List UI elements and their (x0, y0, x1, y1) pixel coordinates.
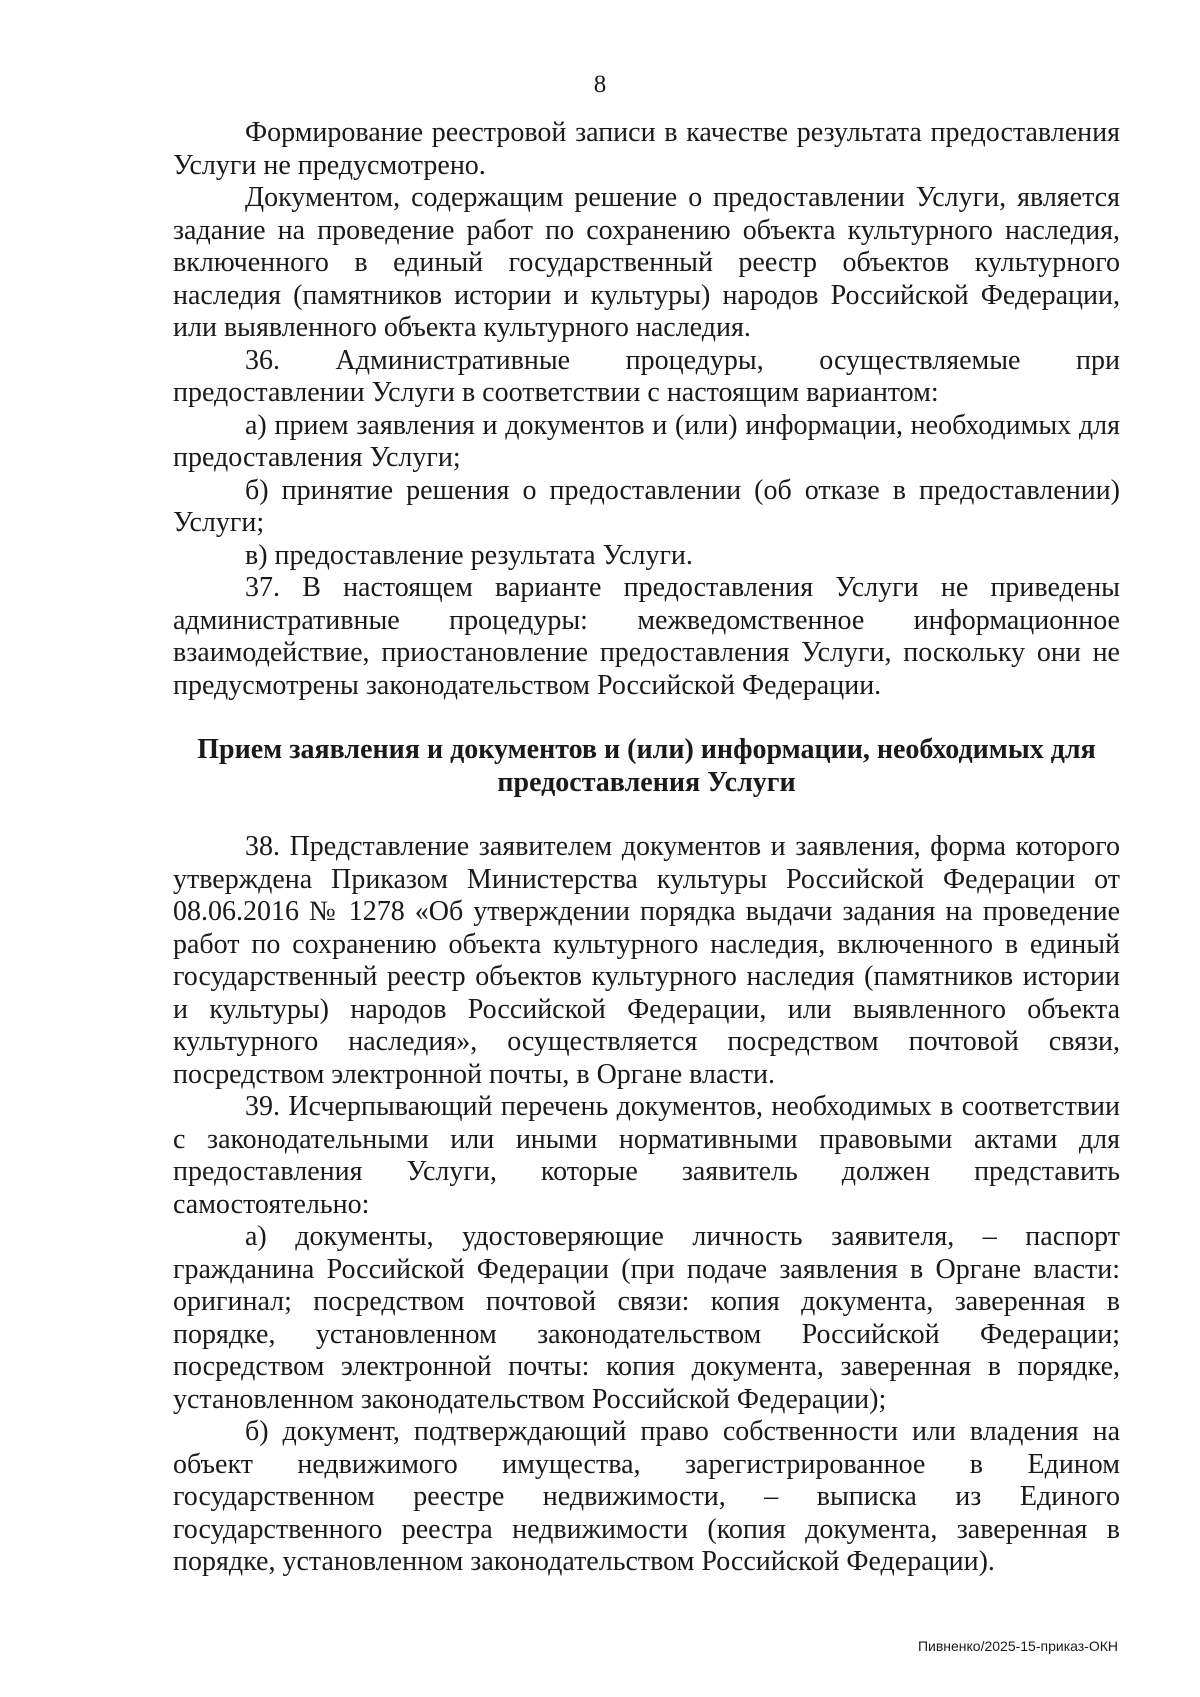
page-number: 8 (593, 71, 607, 98)
paragraph-item-39: 39. Исчерпывающий перечень документов, необходимых в соответствии с законодательными или иными нормативными правовыми актами для предоставления Услуги, которые заявитель должен представить самостоятельно: (173, 1091, 1120, 1220)
paragraph-item-38: 38. Представление заявителем документов и заявления, форма которого утверждена Приказом Министерства культуры Российской Федерации от 08.06.2016 № 1278 «Об утверждении порядка выдачи задания на проведение работ по сохранению объекта культурного наследия, включенного в единый государственный реестр объектов культурного наследия (памятников истории и культуры) народов Российской Федерации, или выявленного объекта культурного наследия», осуществляется посредством почтовой связи, посредством электронной почты, в Органе власти. (173, 831, 1120, 1090)
paragraph-subitem-b: б) принятие решения о предоставлении (об отказе в предоставлении) Услуги; (173, 474, 1120, 538)
section-heading-line-1: Прием заявления и документов и (или) информации, необходимых для (197, 734, 1096, 765)
paragraph-subitem-a: а) прием заявления и документов и (или) информации, необходимых для предоставления Услуги; (173, 409, 1120, 473)
document-body (173, 117, 1120, 1579)
document-code: Пивненко/2025-15-приказ-ОКН (917, 1638, 1118, 1654)
paragraph: Документом, содержащим решение о предоставлении Услуги, является задание на проведение работ по сохранению объекта культурного наследия, включенного в единый государственный реестр объектов культурного наследия (памятников истории и культуры) народов Российской Федерации, или выявленного объекта культурного наследия. (173, 182, 1120, 343)
section-heading-line-2: предоставления Услуги (497, 766, 796, 798)
paragraph-item-36: 36. Административные процедуры, осуществляемые при предоставлении Услуги в соответствии с настоящим вариантом: (173, 344, 1120, 408)
section-heading (173, 734, 1120, 799)
paragraph: Формирование реестровой записи в качестве результата предоставления Услуги не предусмотрено. (173, 117, 1120, 181)
paragraph-subitem-b: б) документ, подтверждающий право собственности или владения на объект недвижимого имущества, зарегистрированное в Едином государственном реестре недвижимости, – выписка из Единого государственного реестра недвижимости (копия документа, заверенная в порядке, установленном законодательством Российской Федерации). (173, 1416, 1120, 1577)
paragraph-item-37: 37. В настоящем варианте предоставления Услуги не приведены административные процедуры: межведомственное информационное взаимодействие, приостановление предоставления Услуги, поскольку они не предусмотрены законодательством Российской Федерации. (173, 572, 1120, 701)
paragraph-subitem-a: а) документы, удостоверяющие личность заявителя, – паспорт гражданина Российской Федерации (при подаче заявления в Органе власти: оригинал; посредством почтовой связи: копия документа, заверенная в порядке, установленном законодательством Российской Федерации; посредством электронной почты: копия документа, заверенная в порядке, установленном законодательством Российской Федерации); (173, 1221, 1120, 1415)
paragraph-subitem-v: в) предоставление результата Услуги. (245, 539, 693, 571)
